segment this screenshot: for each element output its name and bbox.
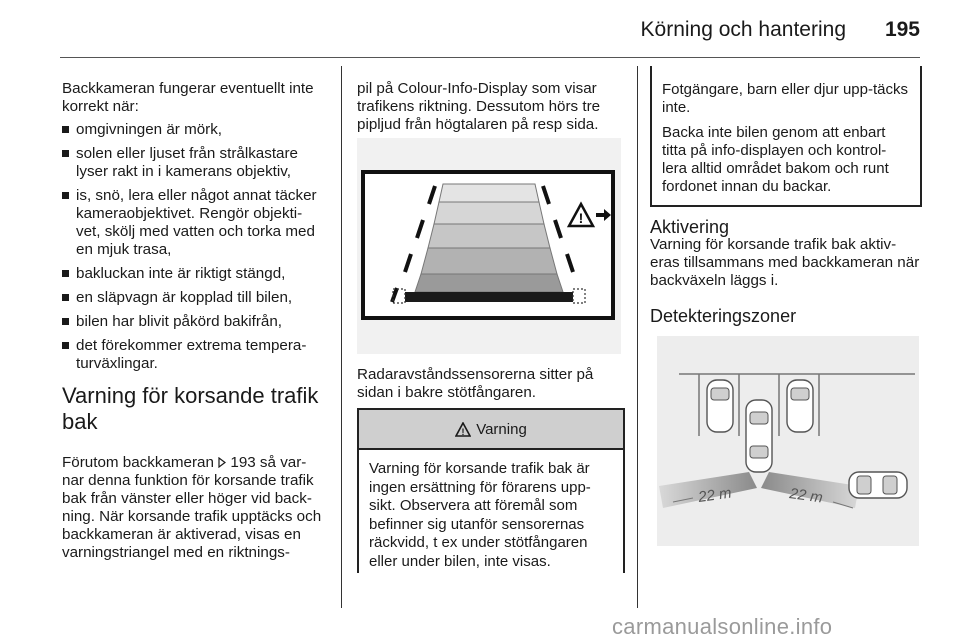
bullet-icon <box>62 126 69 133</box>
list-item: bilen har blivit påkörd bakifrån, <box>62 313 324 331</box>
bullet-icon <box>62 342 69 349</box>
section-text: Förutom backkameran 193 så var-nar denna funktion för korsande trafik bak från vänster eller höger vid back-ning. När korsande trafik upptäcks och backkameran är aktiverad, visas en varningstriangel med en riktnings- <box>62 454 322 561</box>
warning-triangle-icon <box>455 422 471 437</box>
svg-text:!: ! <box>461 426 465 437</box>
figure-caption: Radaravståndssensorerna sitter på sidan i bakre stötfångaren. <box>357 366 594 401</box>
zone-label-right: 22 m <box>788 485 824 507</box>
list-item: bakluckan inte är riktigt stängd, <box>62 265 324 283</box>
note-paragraph-1: Fotgängare, barn eller djur upp-täcks inte. <box>662 81 908 116</box>
svg-text:!: ! <box>578 210 584 226</box>
warning-text: Varning för korsande trafik bak är ingen ersättning för förarens upp-sikt. Observera att föremål som befinner sig utanför sensorernas räckvidd, t ex under stötfångaren eller under bilen, inte visas. <box>369 460 591 570</box>
bullet-icon <box>62 318 69 325</box>
activation-text: Varning för korsande trafik bak aktiv-eras tillsammans med backkameran när backväxeln läggs i. <box>650 236 920 289</box>
conditions-list <box>62 121 324 373</box>
section-title: Varning för korsande trafik bak <box>62 383 319 434</box>
list-item: en släpvagn är kopplad till bilen, <box>62 289 324 307</box>
page-header-title: Körning och hantering <box>640 18 846 41</box>
bullet-icon <box>62 192 69 199</box>
note-paragraph-2: Backa inte bilen genom att enbart titta på info-displayen och kontrol-lera alltid området bakom och runt fordonet innan du backar. <box>662 124 889 195</box>
activation-title: Aktivering <box>650 217 730 237</box>
warning-box <box>357 408 625 573</box>
reference-arrow-icon <box>218 457 226 468</box>
list-item: det förekommer extrema tempera-turväxlingar. <box>62 337 324 373</box>
page-number: 195 <box>884 18 920 41</box>
rear-camera-display-figure <box>357 138 621 354</box>
warning-title: Varning <box>476 420 527 438</box>
watermark: carmanualsonline.info <box>612 614 833 639</box>
list-item: omgivningen är mörk, <box>62 121 324 139</box>
zone-label-left: 22 m <box>697 484 733 506</box>
display-text: pil på Colour-Info-Display som visar trafikens riktning. Dessutom hörs tre pipljud från högtalaren på resp sida. <box>357 80 601 133</box>
column-divider-2 <box>637 66 638 608</box>
header-rule <box>60 57 920 58</box>
bullet-icon <box>62 294 69 301</box>
bullet-icon <box>62 270 69 277</box>
detection-zones-title: Detekteringszoner <box>650 306 797 326</box>
pedestrian-note-box <box>650 66 922 207</box>
warning-header <box>359 410 623 450</box>
intro-text: Backkameran fungerar eventuellt inte korrekt när: <box>62 80 314 115</box>
list-item: is, snö, lera eller något annat täcker kameraobjektivet. Rengör objekti-vet, skölj med vatten och torka med en mjuk trasa, <box>62 187 324 259</box>
detection-zones-figure <box>657 336 919 546</box>
bullet-icon <box>62 150 69 157</box>
column-divider-1 <box>341 66 342 608</box>
list-item: solen eller ljuset från strålkastare lyser rakt in i kamerans objektiv, <box>62 145 324 181</box>
